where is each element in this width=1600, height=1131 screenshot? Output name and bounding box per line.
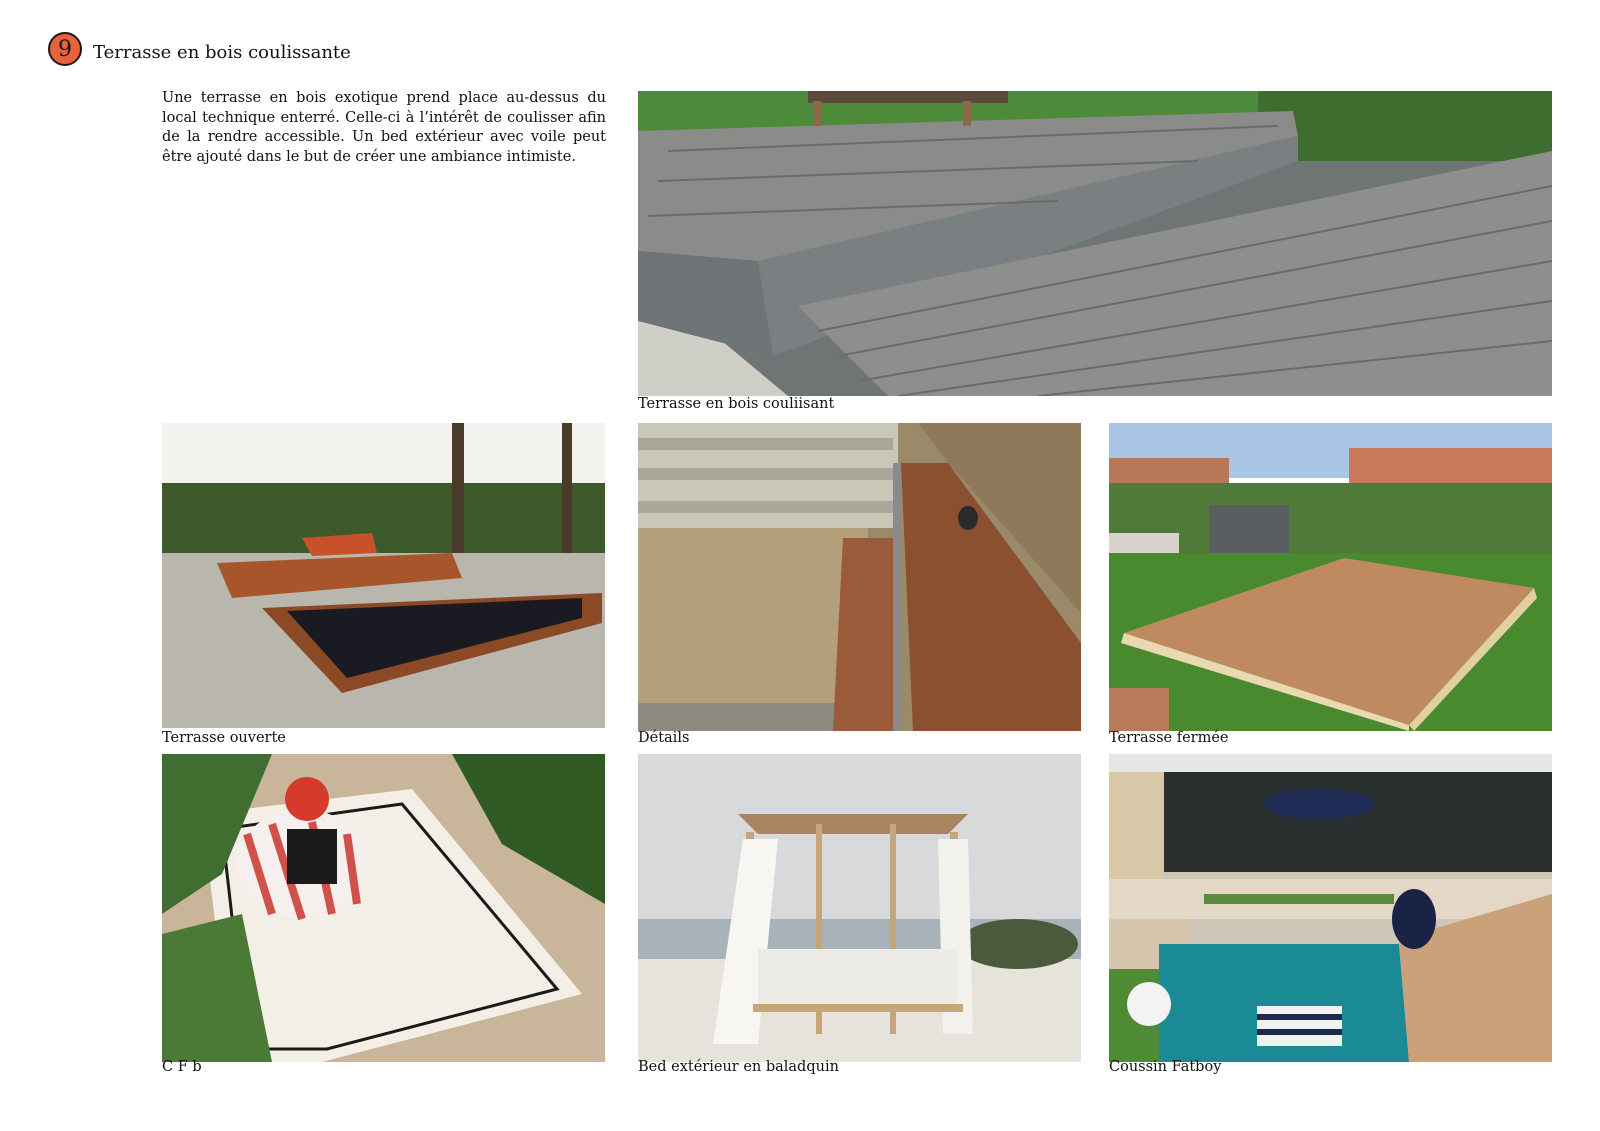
caption-fatboy: Coussin Fatboy xyxy=(1109,1059,1222,1075)
photo-fatboy-pool xyxy=(1109,754,1552,1062)
section-number-badge: 9 xyxy=(48,32,82,66)
caption-closed-terrace: Terrasse fermée xyxy=(1109,730,1229,746)
photo-sliding-deck xyxy=(638,91,1552,396)
intro-paragraph: Une terrasse en bois exotique prend place au-dessus du local technique enterré. Celle-ci à l’intérêt de coulisser afin de la rendre accessible. Un bed extérieur avec voile peut être ajouté dans le but de créer une ambiance intimiste. xyxy=(162,90,606,165)
photo-open-terrace xyxy=(162,423,605,728)
caption-bean-bag: C F b xyxy=(162,1059,202,1075)
page-title: Terrasse en bois coulissante xyxy=(93,42,351,63)
photo-closed-terrace xyxy=(1109,423,1552,731)
photo-daybed xyxy=(638,754,1081,1062)
caption-open-terrace: Terrasse ouverte xyxy=(162,730,286,746)
caption-daybed: Bed extérieur en baladquin xyxy=(638,1059,839,1075)
caption-sliding-deck: Terrasse en bois couliisant xyxy=(638,396,835,412)
photo-details xyxy=(638,423,1081,731)
caption-details: Détails xyxy=(638,730,690,746)
photo-bean-bag xyxy=(162,754,605,1062)
